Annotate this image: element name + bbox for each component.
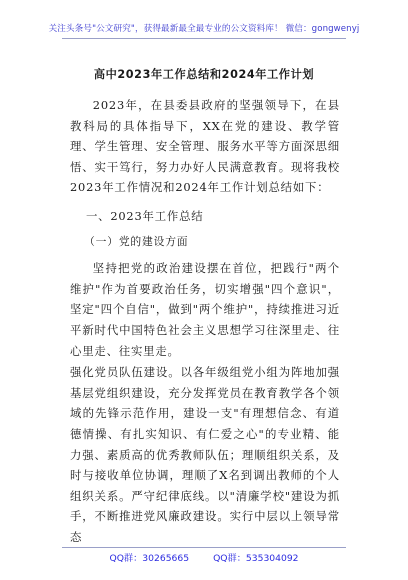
- footer-contacts: [0, 550, 408, 564]
- body-paragraph-1: 坚持把党的政治建设摆在首位，把践行"两个维护"作为首要政治任务，切实增强"四个意识"，坚定"四个自信"，做到"两个维护"，持续推进习近平新时代中国特色社会主义思想学习往深里走、往心里走、往实里走。: [70, 261, 340, 358]
- footer-qq-group-2: QQ群：535304092: [213, 553, 299, 564]
- subsection-heading: （一）党的建设方面: [84, 234, 189, 248]
- body-paragraph-2: 强化党员队伍建设。以各年级组党小组为阵地加强基层党组织建设，充分发挥党员在教育教学各个领域的先锋示范作用，建设一支"有理想信念、有道德情操、有扎实知识、有仁爱之心"的专业精、能力强、素质高的优秀教师队伍；理顺组织关系，及时与接收单位协调，理顺了X名到调出教师的个人组织关系。严守纪律底线。以"清廉学校"建设为抓手，不断推进党风廉政建设。实行中层以上领导常态: [70, 365, 340, 544]
- document-title: 高中2023年工作总结和2024年工作计划: [93, 68, 315, 81]
- intro-paragraph: 2023年，在县委县政府的坚强领导下，在县教科局的具体指导下，XX在党的建设、教学管理、学生管理、安全管理、服务水平等方面深思细悟、实干笃行，努力办好人民满意教育。现将我校2023年工作情况和2024年工作计划总结如下：: [70, 98, 340, 195]
- header-promo-note: 关注头条号"公文研究"，获得最新最全最专业的公文资料库！ 微信：gongwenyj: [48, 24, 360, 34]
- section-heading: 一、2023年工作总结: [85, 208, 204, 223]
- footer-qq-group-1: QQ群：30265665: [109, 553, 190, 564]
- document-body: [70, 95, 340, 548]
- footer-divider: [62, 547, 346, 548]
- header-divider: [62, 38, 346, 39]
